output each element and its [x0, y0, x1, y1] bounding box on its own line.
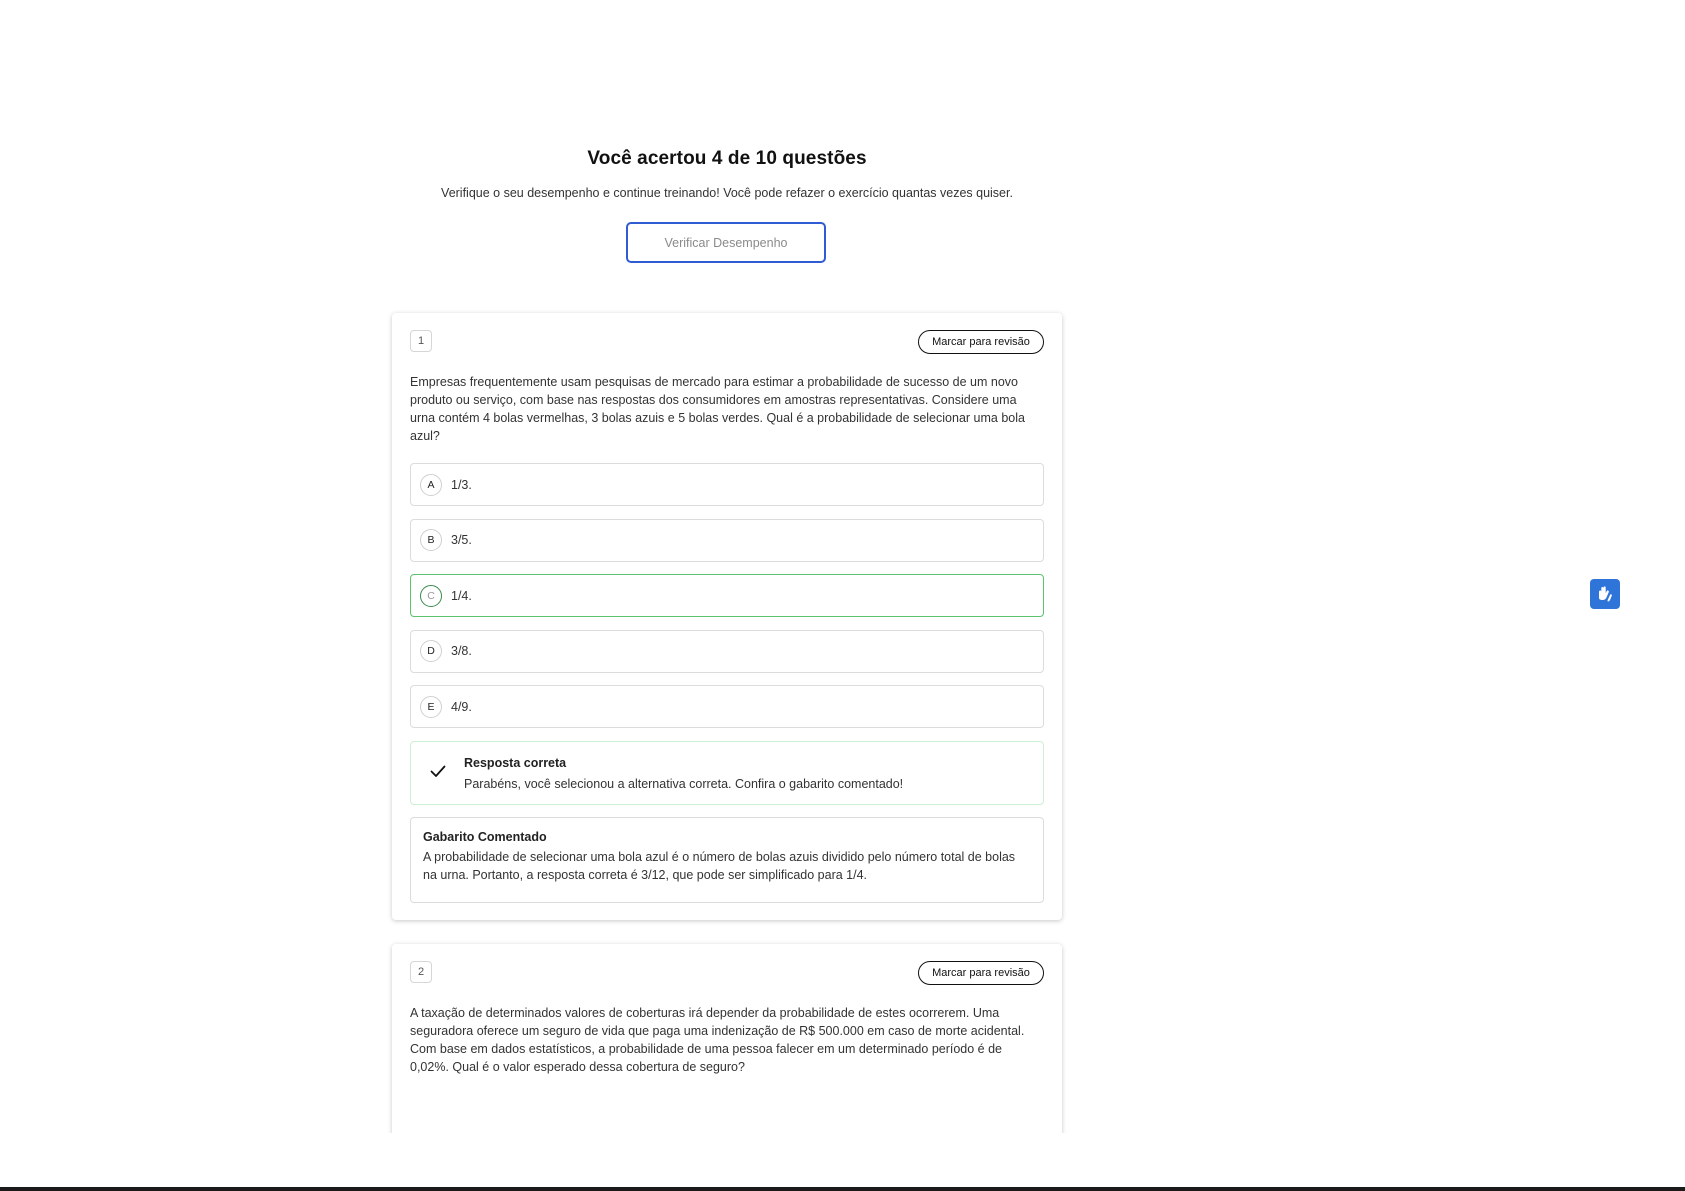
option-text: 1/4.: [451, 588, 472, 603]
results-summary: [0, 148, 1454, 200]
feedback-text: Parabéns, você selecionou a alternativa correta. Confira o gabarito comentado!: [464, 776, 904, 791]
accessibility-sign-language-button[interactable]: [1590, 579, 1620, 609]
commented-answer: [410, 817, 1044, 903]
option-text: 3/8.: [451, 644, 472, 658]
question-card-1: [392, 313, 1062, 920]
option-text: 3/5.: [451, 533, 472, 547]
question-text: Empresas frequentemente usam pesquisas de mercado para estimar a probabilidade de sucesso de um novo produto ou serviço, com base nas respostas dos consumidores em amostras representativas. Considere uma urna contém 4 bolas vermelhas, 3 bolas azuis e 5 bolas verdes. Qual é a probabilidade de selecionar uma bola azul?: [410, 375, 1025, 443]
sign-language-hands-icon: [1595, 584, 1615, 604]
question-text: A taxação de determinados valores de coberturas irá depender da probabilidade de estes ocorrerem. Uma seguradora oferece um seguro de vida que paga uma indenização de R$ 500.000 em caso de morte acidental. Com base em dados estatísticos, a probabilidade de uma pessoa falecer em um determinado período é de 0,02%. Qual é o valor esperado dessa cobertura de seguro?: [410, 1006, 1025, 1074]
option-c-selected-correct[interactable]: [410, 574, 1044, 617]
option-letter: C: [420, 585, 442, 607]
option-text: 4/9.: [451, 699, 472, 714]
option-e[interactable]: [410, 685, 1044, 728]
mark-for-review-button[interactable]: Marcar para revisão: [918, 961, 1044, 985]
question-header: [410, 944, 1044, 1004]
mark-for-review-button[interactable]: Marcar para revisão: [918, 330, 1044, 354]
answer-options: [410, 463, 1044, 728]
option-d[interactable]: [410, 630, 1044, 673]
results-title: Você acertou 4 de 10 questões: [587, 148, 867, 169]
answer-feedback: [410, 741, 1044, 805]
option-letter: E: [420, 696, 442, 718]
option-text: 1/3.: [451, 477, 472, 492]
verify-performance-button[interactable]: Verificar Desempenho: [626, 222, 826, 263]
check-icon: [429, 762, 447, 780]
question-number: 1: [410, 330, 432, 352]
question-number: 2: [410, 961, 432, 983]
option-a[interactable]: [410, 463, 1044, 506]
option-letter: B: [420, 529, 442, 551]
option-letter: A: [420, 474, 442, 496]
question-header: [410, 313, 1044, 373]
commented-answer-text: A probabilidade de selecionar uma bola azul é o número de bolas azuis dividido pelo número total de bolas na urna. Portanto, a resposta correta é 3/12, que pode ser simplificado para 1/4.: [423, 849, 1016, 882]
option-letter: D: [420, 640, 442, 662]
feedback-title: Resposta correta: [464, 755, 567, 770]
bottom-edge-bar: [0, 1187, 1685, 1191]
results-subtitle: Verifique o seu desempenho e continue treinando! Você pode refazer o exercício quantas vezes quiser.: [441, 186, 1013, 200]
question-card-2: [392, 944, 1062, 1133]
option-b[interactable]: [410, 519, 1044, 562]
commented-answer-title: Gabarito Comentado: [423, 829, 547, 844]
